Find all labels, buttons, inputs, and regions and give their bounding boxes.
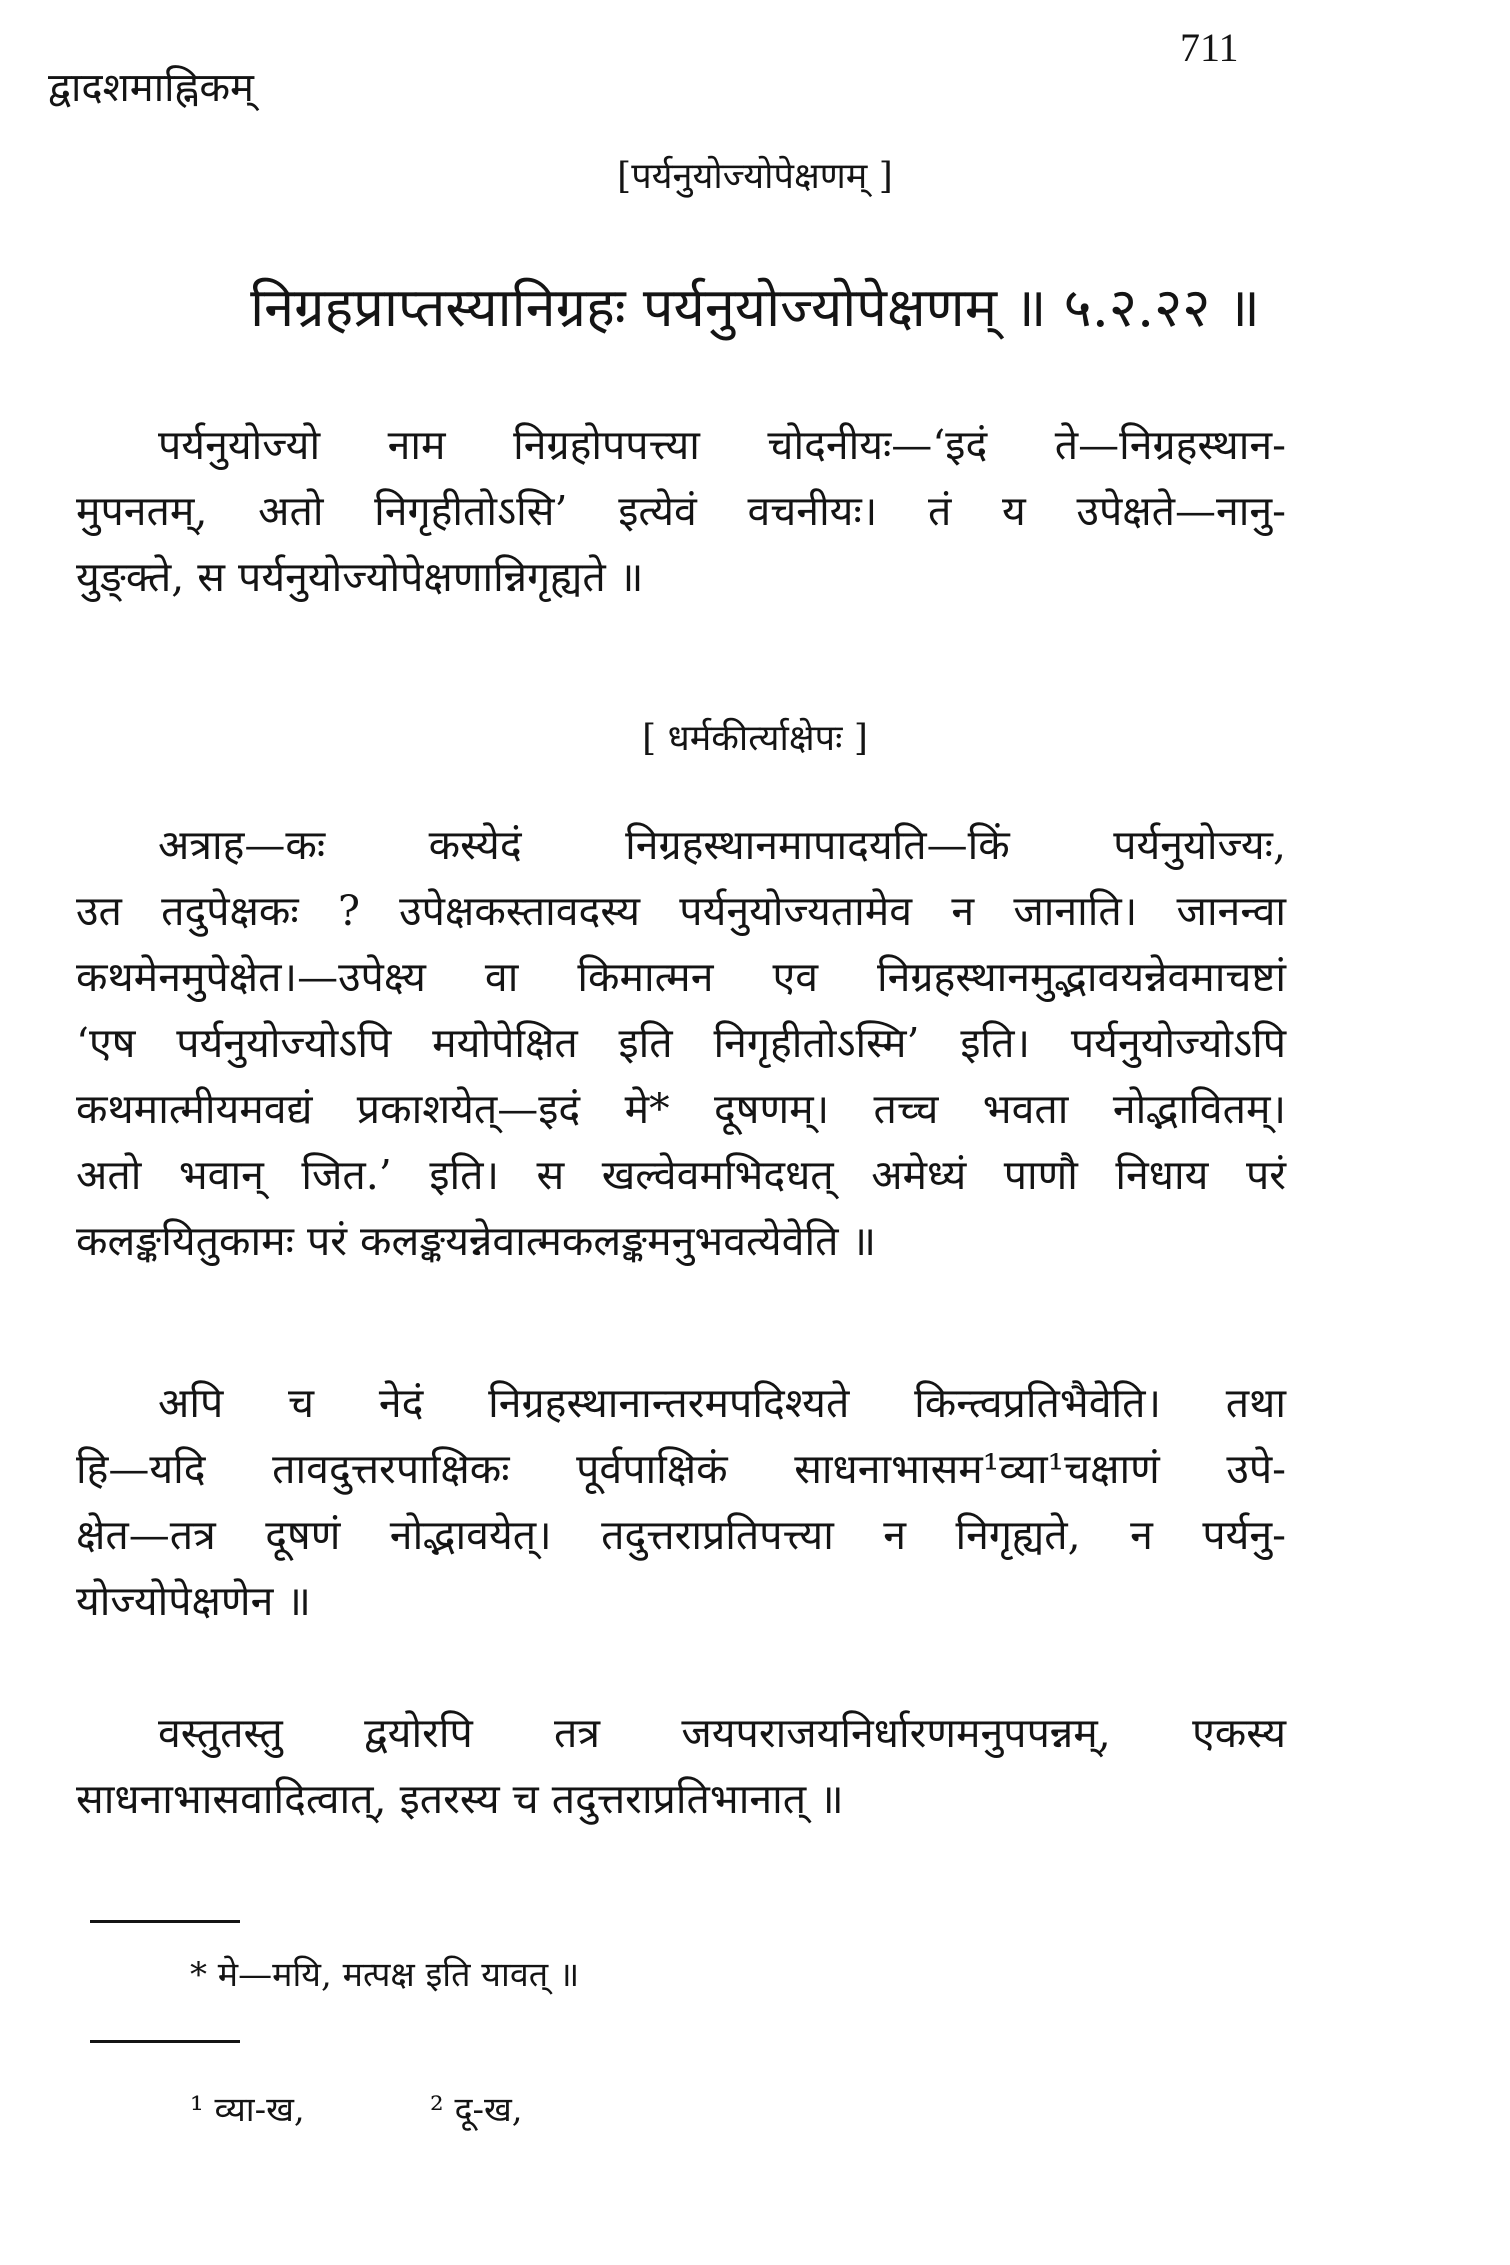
text-line: साधनाभासवादित्वात्, इतरस्य च तदुत्तराप्रतिभानात् ॥ xyxy=(76,1775,844,1823)
text-line: कथमात्मीयमवद्यं प्रकाशयेत्—इदं मे* दूषणम्। तच्च भवता नोद्भावितम्। xyxy=(76,1085,1286,1133)
text-line: क्षेत—तत्र दूषणं नोद्भावयेत्। तदुत्तराप्रतिपत्त्या न निगृह्यते, न पर्यनु- xyxy=(76,1511,1286,1559)
footnote-star: * मे—मयि, मत्पक्ष इति यावत् ॥ xyxy=(190,1955,580,1995)
text-line: ‘एष पर्यनुयोज्योऽपि मयोपेक्षित इति निगृहीतोऽस्मि’ इति। पर्यनुयोज्योऽपि xyxy=(76,1019,1286,1067)
section-heading-paryanuyojyopekshanam: [पर्यनुयोज्योपेक्षणम् ] xyxy=(617,156,893,197)
text-line: हि—यदि तावदुत्तरपाक्षिकः पूर्वपाक्षिकं साधनाभासम¹व्या¹चक्षाणं उपे- xyxy=(76,1445,1286,1493)
footnote-separator-rule xyxy=(90,2040,240,2043)
text-line: योज्योपेक्षणेन ॥ xyxy=(76,1577,311,1625)
footnote-variant-2: ² दू-ख, xyxy=(430,2090,523,2130)
text-line: वस्तुतस्तु द्वयोरपि तत्र जयपराजयनिर्धारणमनुपपन्नम्, एकस्य xyxy=(158,1709,1286,1757)
section-heading-dharmakirti-objection: [ धर्मकीर्त्याक्षेपः ] xyxy=(642,718,868,759)
text-line: उत तदुपेक्षकः ? उपेक्षकस्तावदस्य पर्यनुयोज्यतामेव न जानाति। जानन्वा xyxy=(76,887,1286,935)
commentary-paragraph-3 xyxy=(76,1370,1286,1634)
text-line: अपि च नेदं निग्रहस्थानान्तरमपदिश्यते किन्त्वप्रतिभैवेति। तथा xyxy=(158,1379,1286,1427)
text-line: अत्राह—कः कस्येदं निग्रहस्थानमापादयति—किं पर्यनुयोज्यः, xyxy=(158,821,1286,869)
text-line: कलङ्कयितुकामः परं कलङ्कयन्नेवात्मकलङ्कमनुभवत्येवेति ॥ xyxy=(76,1217,877,1265)
commentary-paragraph-1 xyxy=(76,412,1286,610)
text-line: पर्यनुयोज्यो नाम निग्रहोपपत्त्या चोदनीयः—‘इदं ते—निग्रहस्थान- xyxy=(158,421,1286,469)
text-line: कथमेनमुपेक्षेत।—उपेक्ष्य वा किमात्मन एव निग्रहस्थानमुद्भावयन्नेवमाचष्टां xyxy=(76,953,1286,1001)
text-line: युङ्क्ते, स पर्यनुयोज्योपेक्षणान्निगृह्यते ॥ xyxy=(76,553,644,601)
page-number: 711 xyxy=(1180,25,1239,70)
text-line: अतो भवान् जित.’ इति। स खल्वेवमभिदधत् अमेध्यं पाणौ निधाय परं xyxy=(76,1151,1286,1199)
footnote-separator-rule xyxy=(90,1920,240,1923)
commentary-paragraph-4 xyxy=(76,1700,1286,1832)
commentary-paragraph-2 xyxy=(76,812,1286,1274)
text-line: मुपनतम्, अतो निगृहीतोऽसि’ इत्येवं वचनीयः। तं य उपेक्षते—नानु- xyxy=(76,487,1286,535)
running-head: द्वादशमाह्निकम् xyxy=(48,65,254,111)
sutra-5-2-22: निग्रहप्राप्तस्यानिग्रहः पर्यनुयोज्योपेक्षणम् ॥ ५.२.२२ ॥ xyxy=(250,276,1260,339)
footnote-variant-1: ¹ व्या-ख, xyxy=(190,2090,305,2130)
